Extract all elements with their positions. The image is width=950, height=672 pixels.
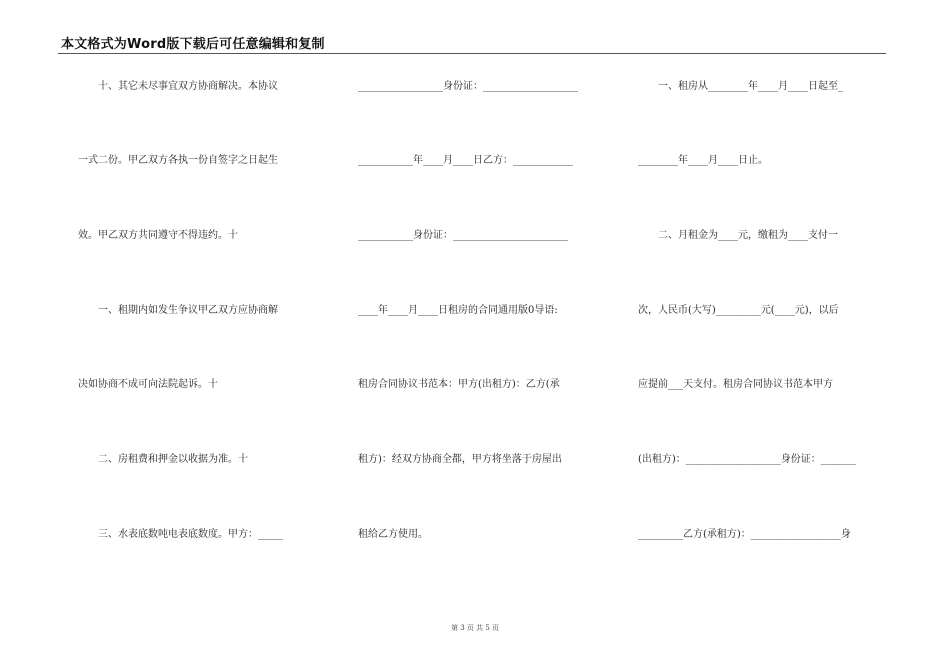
text-line: (出租方)：___________________身份证：_______ bbox=[638, 454, 856, 465]
text-line: _________乙方(承租方)：__________________身 bbox=[638, 529, 851, 540]
text-line: 二、月租金为____元，缴租为____支付一 bbox=[638, 230, 838, 241]
text-line: 租房合同协议书范本：甲方(出租方)：乙方(承 bbox=[358, 379, 560, 390]
text-line: 三、水表底数吨电表底数度。甲方：_____ bbox=[78, 529, 283, 540]
text-line: ___________身份证：_______________________ bbox=[358, 230, 568, 241]
text-line: 租给乙方使用。 bbox=[358, 529, 428, 540]
text-line: ___________年____月____日乙方：____________ bbox=[358, 155, 573, 166]
text-line: ________年____月____日止。 bbox=[638, 155, 768, 166]
text-line: 效。甲乙双方共同遵守不得违约。十 bbox=[78, 230, 238, 241]
text-line: 次，人民币(大写)_________元(____元)，以后 bbox=[638, 305, 839, 316]
header-divider bbox=[58, 53, 886, 54]
text-line: 二、房租费和押金以收据为准。十 bbox=[78, 454, 248, 465]
text-line: _________________身份证：___________________ bbox=[358, 81, 578, 92]
text-line: 一式二份。甲乙双方各执一份自签字之日起生 bbox=[78, 155, 278, 166]
text-line: 一、租期内如发生争议甲乙双方应协商解 bbox=[78, 305, 278, 316]
text-line: 一、租房从________年____月____日起至_ bbox=[638, 81, 843, 92]
text-line: 决如协商不成可向法院起诉。十 bbox=[78, 379, 218, 390]
text-line: 应提前___天支付。租房合同协议书范本甲方 bbox=[638, 379, 833, 390]
text-line: ____年____月____日租房的合同通用版0导语: bbox=[358, 305, 558, 316]
text-line: 十、其它未尽事宜双方协商解决。本协议 bbox=[78, 81, 278, 92]
text-line: 租方)：经双方协商全都，甲方将坐落于房屋出 bbox=[358, 454, 562, 465]
page-number: 第 3 页 共 5 页 bbox=[450, 624, 500, 632]
document-header-title: 本文格式为Word版下载后可任意编辑和复制 bbox=[61, 37, 325, 52]
